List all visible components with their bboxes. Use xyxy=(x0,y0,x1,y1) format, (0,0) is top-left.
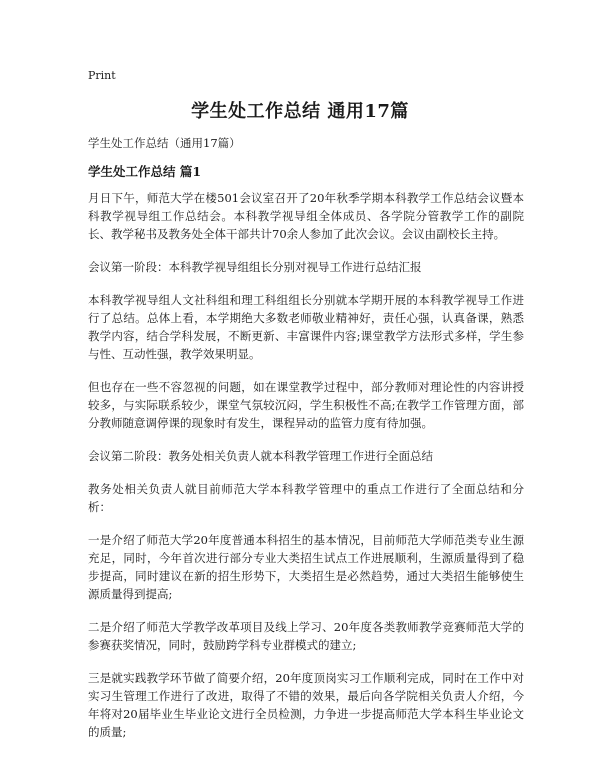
paragraph-point-two: 二是介绍了师范大学教学改革项目及线上学习、20年度各类教师教学竞赛师范大学的参赛获奖情况，同时，鼓励跨学科专业群模式的建立; xyxy=(88,620,524,652)
paragraph-summary: 本科教学视导组人文社科组和理工科组组长分别就本学期开展的本科教学视导工作进行了总结。总体上看，本学期绝大多数老师敬业精神好，责任心强，认真备课，熟悉教学内容，结合学科发展，不断更新、丰富课件内容;课堂教学方法形式多样，学生参与性、互动性强，教学效果明显。 xyxy=(88,293,524,361)
paragraph-point-one: 一是介绍了师范大学20年度普通本科招生的基本情况，目前师范大学师范类专业生源充足，同时，今年首次进行部分专业大类招生试点工作进展顺利，生源质量得到了稳步提高，同时建议在新的招生形势下，大类招生是必然趋势，通过大类招生能够使生源质量得到提高; xyxy=(88,533,524,601)
section-heading: 学生处工作总结 篇1 xyxy=(88,164,202,179)
paragraph-analysis: 教务处相关负责人就目前师范大学本科教学管理中的重点工作进行了全面总结和分析： xyxy=(88,482,524,514)
paragraph-stage-two: 会议第二阶段：教务处相关负责人就本科教学管理工作进行全面总结 xyxy=(88,449,433,463)
paragraph-stage-one: 会议第一阶段：本科教学视导组组长分别对视导工作进行总结汇报 xyxy=(88,260,422,274)
document-subtitle: 学生处工作总结（通用17篇） xyxy=(88,136,241,150)
paragraph-point-three: 三是就实践教学环节做了简要介绍，20年度顶岗实习工作顺利完成，同时在工作中对实习生管理工作进行了改进，取得了不错的效果，最后向各学院相关负责人介绍，今年将对20届毕业生毕业论文进行全员检测，力争进一步提高师范大学本科生毕业论文的质量; xyxy=(88,671,524,739)
document-body xyxy=(88,134,524,756)
paragraph-intro: 月日下午，师范大学在楼501会议室召开了20年秋季学期本科教学工作总结会议暨本科教学视导组工作总结会。本科教学视导组全体成员、各学院分管教学工作的副院长、教学秘书及教务处全体干部共计70余人参加了此次会议。会议由副校长主持。 xyxy=(88,191,524,241)
paragraph-issues: 但也存在一些不容忽视的问题，如在课堂教学过程中，部分教师对理论性的内容讲授较多，与实际联系较少，课堂气氛较沉闷，学生积极性不高;在教学工作管理方面，部分教师随意调停课的现象时有发生，课程异动的监管力度有待加强。 xyxy=(88,380,524,430)
print-label: Print xyxy=(88,69,116,82)
document-title: 学生处工作总结 通用17篇 xyxy=(191,101,409,122)
